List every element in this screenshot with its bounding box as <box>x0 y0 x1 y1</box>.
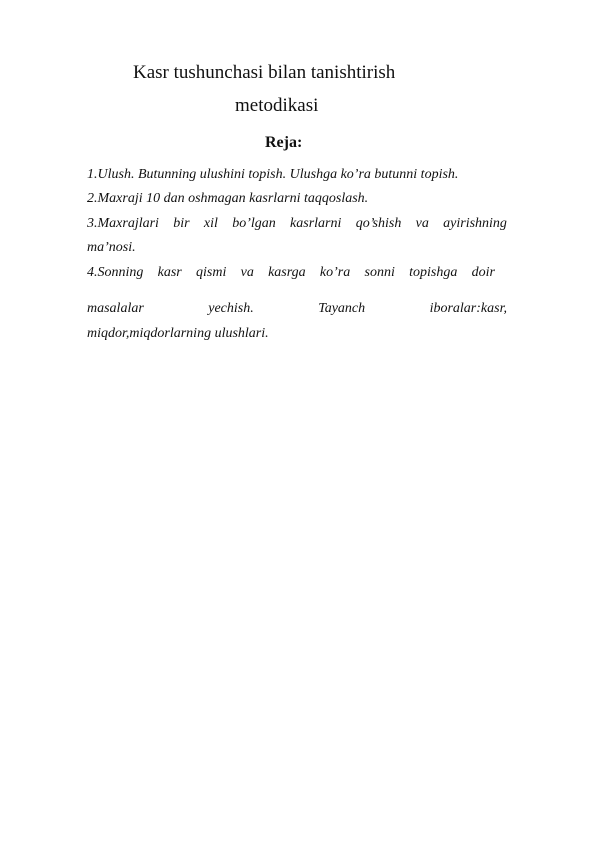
word: bir <box>173 216 190 231</box>
word: kasr <box>157 265 182 280</box>
word: qo’shish <box>355 216 402 231</box>
plan-item-3-line-2: ma’nosi. <box>87 240 136 255</box>
word: topishga <box>409 265 458 280</box>
word: ayirishning <box>443 216 507 231</box>
word: yechish. <box>208 301 254 316</box>
document-title-line-1: Kasr tushunchasi bilan tanishtirish <box>133 62 396 83</box>
word: masalalar <box>87 301 144 316</box>
word: qismi <box>196 265 227 280</box>
word: bo’lgan <box>232 216 276 231</box>
word: sonni <box>364 265 395 280</box>
word: va <box>240 265 254 280</box>
word: va <box>415 216 429 231</box>
plan-heading: Reja: <box>265 134 303 151</box>
word: ko’ra <box>319 265 351 280</box>
word: 3.Maxrajlari <box>87 216 159 231</box>
word: kasrlarni <box>290 216 342 231</box>
plan-item-3-line-1 <box>87 215 507 233</box>
word: iboralar:kasr, <box>429 301 507 316</box>
plan-item-4-line-1 <box>87 264 495 282</box>
plan-item-4-line-2 <box>87 300 507 318</box>
plan-item-1: 1.Ulush. Butunning ulushini topish. Ulushga ko’ra butunni topish. <box>87 167 459 182</box>
document-title-line-2: metodikasi <box>235 95 319 116</box>
word: doir <box>471 265 495 280</box>
plan-item-2: 2.Maxraji 10 dan oshmagan kasrlarni taqqoslash. <box>87 191 369 206</box>
word: 4.Sonning <box>87 265 144 280</box>
word: Tayanch <box>318 301 366 316</box>
plan-item-4-line-3: miqdor,miqdorlarning ulushlari. <box>87 326 269 341</box>
word: kasrga <box>268 265 306 280</box>
word: xil <box>203 216 218 231</box>
